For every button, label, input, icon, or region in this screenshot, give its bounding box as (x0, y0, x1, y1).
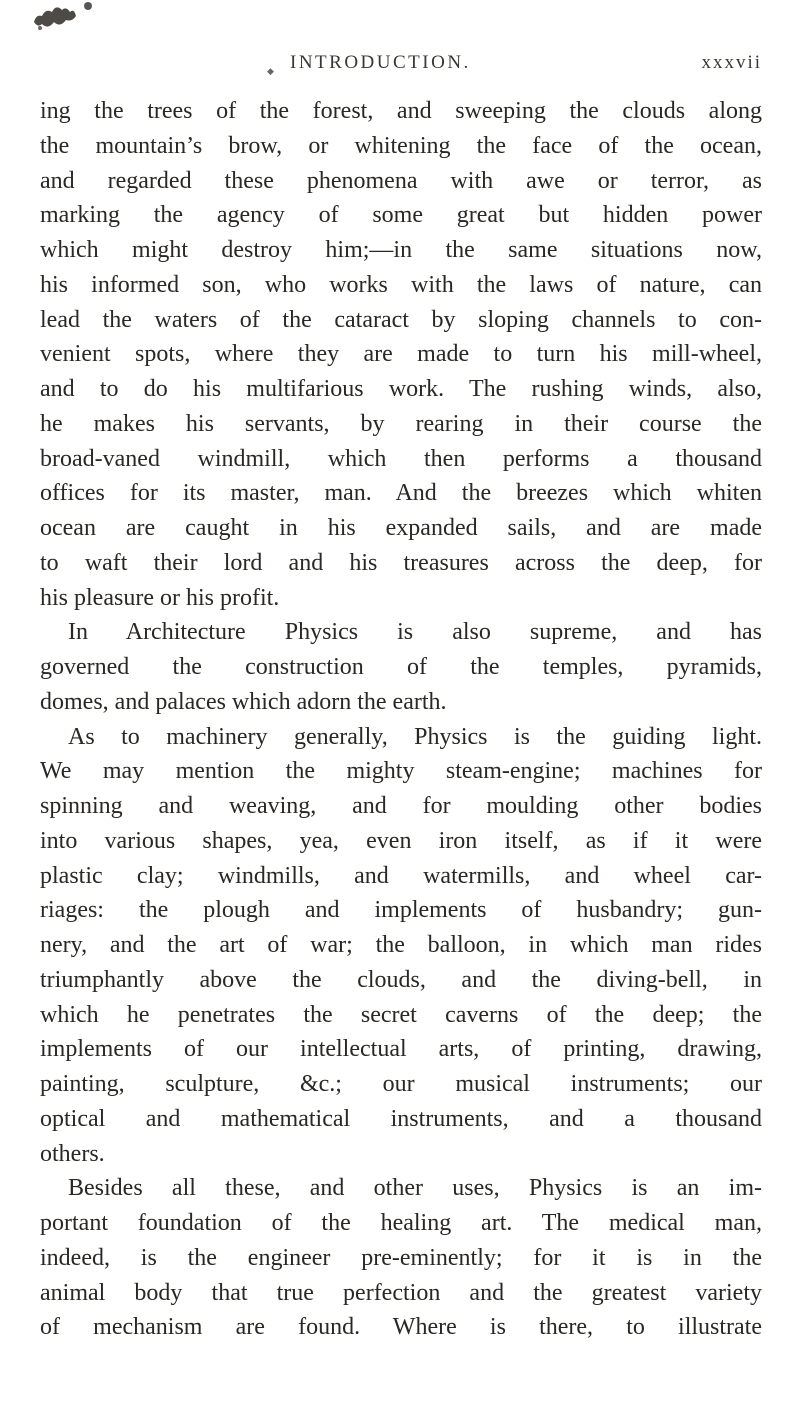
text-line: which might destroy him;—in the same situations now, (40, 237, 762, 263)
text-line: others. (40, 1140, 105, 1167)
text-line: Besides all these, and other uses, Physics is an im- (68, 1175, 762, 1202)
text-line: governed the construction of the temples, pyramids, (40, 654, 762, 680)
body-text (40, 94, 762, 1345)
text-line: ing the trees of the forest, and sweeping the clouds along (40, 98, 762, 124)
text-line: plastic clay; windmills, and watermills, and wheel car- (40, 862, 762, 889)
text-line: of mechanism are found. Where is there, to illustrate (40, 1314, 762, 1341)
text-line: We may mention the mighty steam-engine; machines for (40, 758, 762, 785)
text-line: and regarded these phenomena with awe or terror, as (40, 167, 762, 194)
text-line: to waft their lord and his treasures across the deep, for (40, 549, 762, 576)
text-line: marking the agency of some great but hidden power (40, 202, 762, 229)
text-line: triumphantly above the clouds, and the diving-bell, in (40, 966, 762, 993)
running-head: INTRODUCTION. (290, 52, 471, 73)
header-ornament-icon: ◆ (267, 66, 274, 76)
text-line: nery, and the art of war; the balloon, in which man rides (40, 932, 762, 958)
text-line: riages: the plough and implements of husbandry; gun- (40, 897, 762, 924)
text-line: the mountain’s brow, or whitening the face of the ocean, (40, 132, 762, 159)
text-line: into various shapes, yea, even iron itself, as if it were (40, 827, 762, 854)
text-line: domes, and palaces which adorn the earth. (40, 688, 447, 715)
text-line: his pleasure or his profit. (40, 584, 280, 611)
page-header (180, 52, 762, 82)
text-line: venient spots, where they are made to turn his mill-wheel, (40, 341, 762, 368)
text-line: spinning and weaving, and for moulding other bodies (40, 793, 762, 819)
text-line: and to do his multifarious work. The rushing winds, also, (40, 376, 762, 402)
page-number: xxxvii (701, 52, 762, 73)
text-line: his informed son, who works with the laws of nature, can (40, 271, 762, 298)
text-line: lead the waters of the cataract by sloping channels to con- (40, 306, 762, 333)
text-line: In Architecture Physics is also supreme, and has (68, 619, 762, 646)
text-line: offices for its master, man. And the breezes which whiten (40, 480, 762, 507)
text-line: implements of our intellectual arts, of printing, drawing, (40, 1036, 762, 1063)
text-line: which he penetrates the secret caverns of the deep; the (40, 1001, 762, 1028)
text-line: broad-vaned windmill, which then performs a thousand (40, 445, 762, 472)
text-line: ocean are caught in his expanded sails, and are made (40, 515, 762, 541)
text-line: optical and mathematical instruments, and a thousand (40, 1105, 762, 1132)
ink-blot-mark (30, 0, 110, 32)
text-line: indeed, is the engineer pre-eminently; for it is in the (40, 1244, 762, 1271)
text-line: painting, sculpture, &c.; our musical instruments; our (40, 1071, 762, 1097)
text-line: he makes his servants, by rearing in their course the (40, 410, 762, 437)
text-line: animal body that true perfection and the greatest variety (40, 1279, 762, 1306)
text-line: portant foundation of the healing art. The medical man, (40, 1210, 762, 1236)
text-line: As to machinery generally, Physics is the guiding light. (68, 723, 762, 750)
